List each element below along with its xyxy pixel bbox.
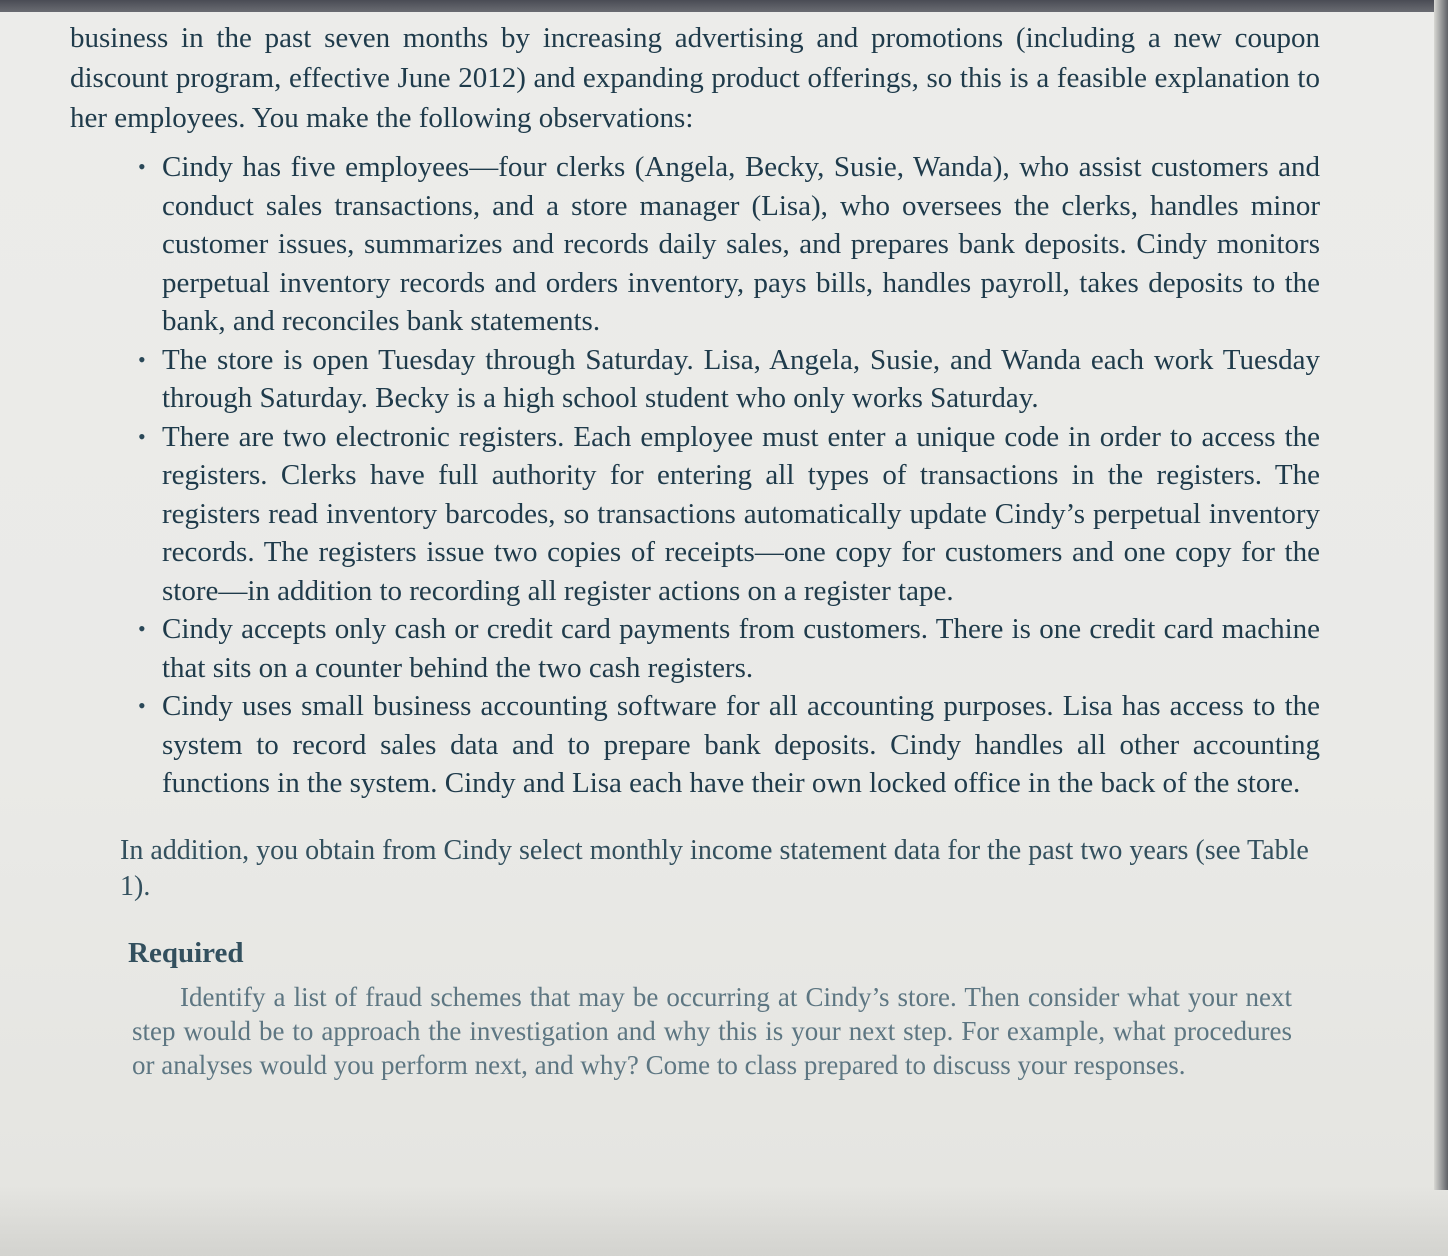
observation-text: There are two electronic registers. Each employee must enter a unique code in order to access the registers. Clerks have full authority for entering all types of transactions in the registers. The registers read inventory barcodes, so transactions automatically update Cindy’s perpetual inventory records. The registers issue two copies of receipts—one copy for customers and one copy for the store—in addition to recording all register actions on a register tape. (162, 420, 1320, 607)
observation-text: Cindy accepts only cash or credit card payments from customers. There is one credit card machine that sits on a counter behind the two cash registers. (162, 613, 1320, 684)
bullet-icon: • (138, 346, 146, 372)
photo-vignette (0, 1186, 1448, 1256)
required-text: Identify a list of fraud schemes that may be occurring at Cindy’s store. Then consider what your next step would be to approach the investigation and why this is your next step. For example, what procedures or analyses would you perform next, and why? Come to class prepared to discuss your responses. (132, 981, 1292, 1080)
list-item (138, 148, 1320, 341)
observations-list (70, 148, 1320, 803)
document-page (70, 18, 1320, 1082)
list-item (138, 687, 1320, 803)
list-item (138, 418, 1320, 611)
required-heading: Required (128, 936, 244, 969)
additional-data-paragraph: In addition, you obtain from Cindy select monthly income statement data for the past two years (see Table 1). (120, 834, 1309, 902)
bullet-icon: • (138, 423, 146, 449)
observation-text: The store is open Tuesday through Saturday. Lisa, Angela, Susie, and Wanda each work Tuesday through Saturday. Becky is a high school student who only works Saturday. (162, 343, 1320, 414)
bullet-icon: • (138, 693, 146, 718)
observation-text: Cindy has five employees—four clerks (Angela, Becky, Susie, Wanda), who assist customers and conduct sales transactions, and a store manager (Lisa), who oversees the clerks, handles minor customer issues, summarizes and records daily sales, and prepares bank deposits. Cindy monitors perpetual inventory records and orders inventory, pays bills, handles payroll, takes deposits to the bank, and reconciles bank statements. (162, 151, 1320, 337)
observation-text: Cindy uses small business accounting software for all accounting purposes. Lisa has access to the system to record sales data and to prepare bank deposits. Cindy handles all other accounting functions in the system. Cindy and Lisa each have their own locked office in the back of the store. (162, 690, 1320, 799)
bullet-icon: • (138, 154, 146, 179)
list-item (138, 610, 1320, 687)
monitor-top-bezel (0, 0, 1448, 12)
bullet-icon: • (138, 616, 146, 641)
monitor-right-bezel (1434, 0, 1448, 1190)
intro-paragraph: business in the past seven months by increasing advertising and promotions (including a new coupon discount program, effective June 2012) and expanding product offerings, so this is a feasible explanation to her employees. You make the following observations: (70, 22, 1320, 134)
list-item (138, 341, 1320, 418)
